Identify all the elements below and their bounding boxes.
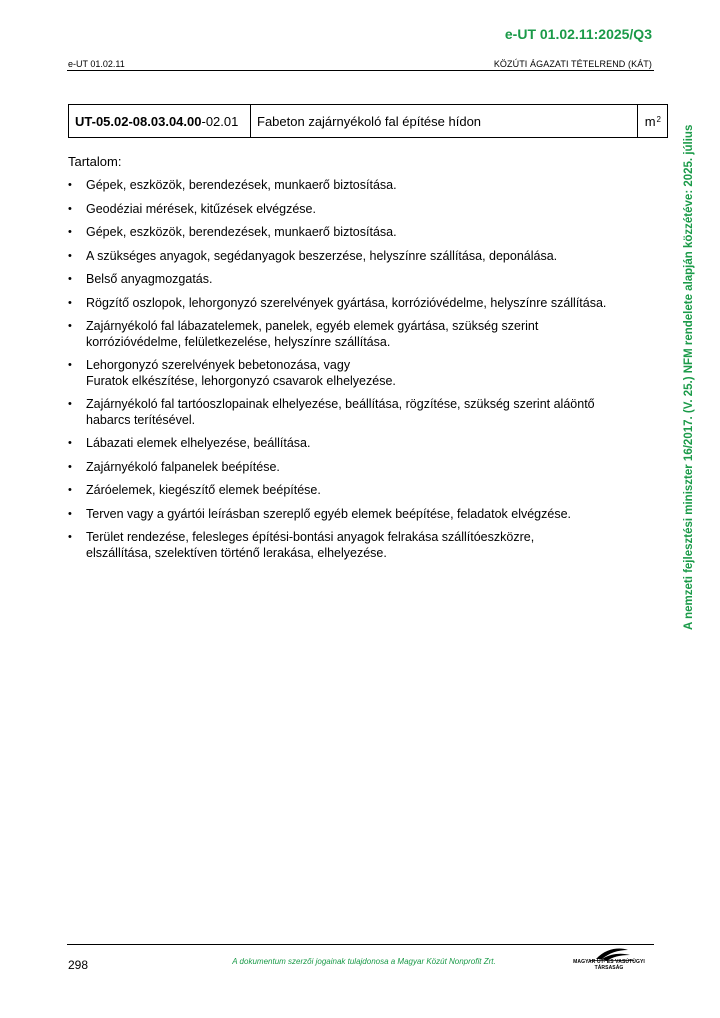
- list-item-text: Geodéziai mérések, kitűzések elvégzése.: [86, 201, 316, 216]
- bullet-icon: •: [68, 484, 72, 496]
- list-item: [68, 507, 658, 523]
- bullet-icon: •: [68, 507, 72, 520]
- list-item-text: Zajárnyékoló fal tartóoszlopainak elhelyezése, beállítása, rögzítése, szükség szerint aláöntő habarcs terítésével.: [86, 397, 595, 427]
- document-code: e-UT 01.02.11:2025/Q3: [504, 26, 652, 42]
- logo-text: MAGYAR ÚT- ÉS VASÚTÜGYI TÁRSASÁG: [573, 959, 645, 971]
- bullet-icon: •: [68, 359, 72, 371]
- list-item-text: Belső anyagmozgatás.: [86, 272, 213, 286]
- list-item-text: Terület rendezése, felesleges építési-bontási anyagok felrakása szállítóeszközre, elszállítása, szelektíven történő lerakása, elhelyezése.: [86, 530, 535, 560]
- bullet-icon: •: [68, 460, 72, 473]
- list-item: [68, 296, 658, 312]
- header-right: KÖZÚTI ÁGAZATI TÉTELREND (KÁT): [493, 59, 652, 69]
- list-item: [68, 202, 658, 218]
- side-publication-note: A nemzeti fejlesztési miniszter 16/2017. (V. 25.) NFM rendelete alapján közzétéve: 2025. július: [683, 124, 695, 630]
- bullet-icon: •: [68, 296, 72, 309]
- bullet-icon: •: [68, 273, 72, 285]
- list-item-text: Lábazati elemek elhelyezése, beállítása.: [86, 436, 311, 450]
- list-item: [68, 225, 658, 241]
- list-item-text: Gépek, eszközök, berendezések, munkaerő biztosítása.: [86, 178, 397, 192]
- bullet-icon: •: [68, 531, 72, 543]
- bullet-icon: •: [68, 226, 72, 238]
- content-label: Tartalom:: [68, 154, 122, 169]
- item-unit: [637, 105, 667, 137]
- list-item-text: Rögzítő oszlopok, lehorgonyzó szerelvények gyártása, korrózióvédelme, helyszínre szállítása.: [86, 295, 607, 310]
- header-left: e-UT 01.02.11: [68, 59, 125, 69]
- item-description: Fabeton zajárnyékoló fal építése hídon: [257, 113, 482, 129]
- list-item: [68, 319, 658, 350]
- unit-exponent: 2: [656, 114, 661, 124]
- page-number: 298: [68, 958, 89, 972]
- list-item: [68, 358, 658, 389]
- bullet-icon: •: [68, 320, 72, 332]
- list-item: [68, 249, 658, 265]
- list-item-text: Lehorgonyzó szerelvények bebetonozása, vagy Furatok elkészítése, lehorgonyzó csavarok elhelyezése.: [86, 358, 396, 388]
- item-code-main: UT-05.02-08.03.04.00: [75, 113, 202, 129]
- list-item: [68, 483, 658, 499]
- list-item-text: Záróelemek, kiegészítő elemek beépítése.: [86, 483, 321, 497]
- company-logo: [562, 945, 656, 971]
- item-table: [68, 104, 668, 138]
- content-list: [68, 178, 658, 569]
- bullet-icon: •: [68, 398, 72, 410]
- list-item: [68, 272, 658, 288]
- unit-base: m: [644, 113, 656, 129]
- list-item-text: Zajárnyékoló fal lábazatelemek, panelek, egyéb elemek gyártása, szükség szerint korrózióvédelme, felületkezelése, helyszínre szállítása.: [86, 319, 539, 349]
- list-item: [68, 436, 658, 452]
- item-code-suffix: -02.01: [201, 113, 239, 129]
- bullet-icon: •: [68, 202, 72, 215]
- copyright-notice: A dokumentum szerzői jogainak tulajdonosa a Magyar Közút Nonprofit Zrt.: [232, 957, 496, 966]
- list-item: [68, 530, 658, 561]
- list-item: [68, 397, 658, 428]
- bullet-icon: •: [68, 249, 72, 262]
- header-divider: [67, 70, 654, 71]
- list-item: [68, 178, 658, 194]
- list-item-text: Terven vagy a gyártói leírásban szereplő egyéb elemek beépítése, feladatok elvégzése.: [86, 506, 572, 521]
- list-item-text: Gépek, eszközök, berendezések, munkaerő biztosítása.: [86, 225, 397, 239]
- list-item: [68, 460, 658, 476]
- bullet-icon: •: [68, 179, 72, 191]
- list-item-text: Zajárnyékoló falpanelek beépítése.: [86, 459, 280, 474]
- bullet-icon: •: [68, 437, 72, 449]
- list-item-text: A szükséges anyagok, segédanyagok beszerzése, helyszínre szállítása, deponálása.: [86, 248, 558, 263]
- item-code: [69, 105, 251, 137]
